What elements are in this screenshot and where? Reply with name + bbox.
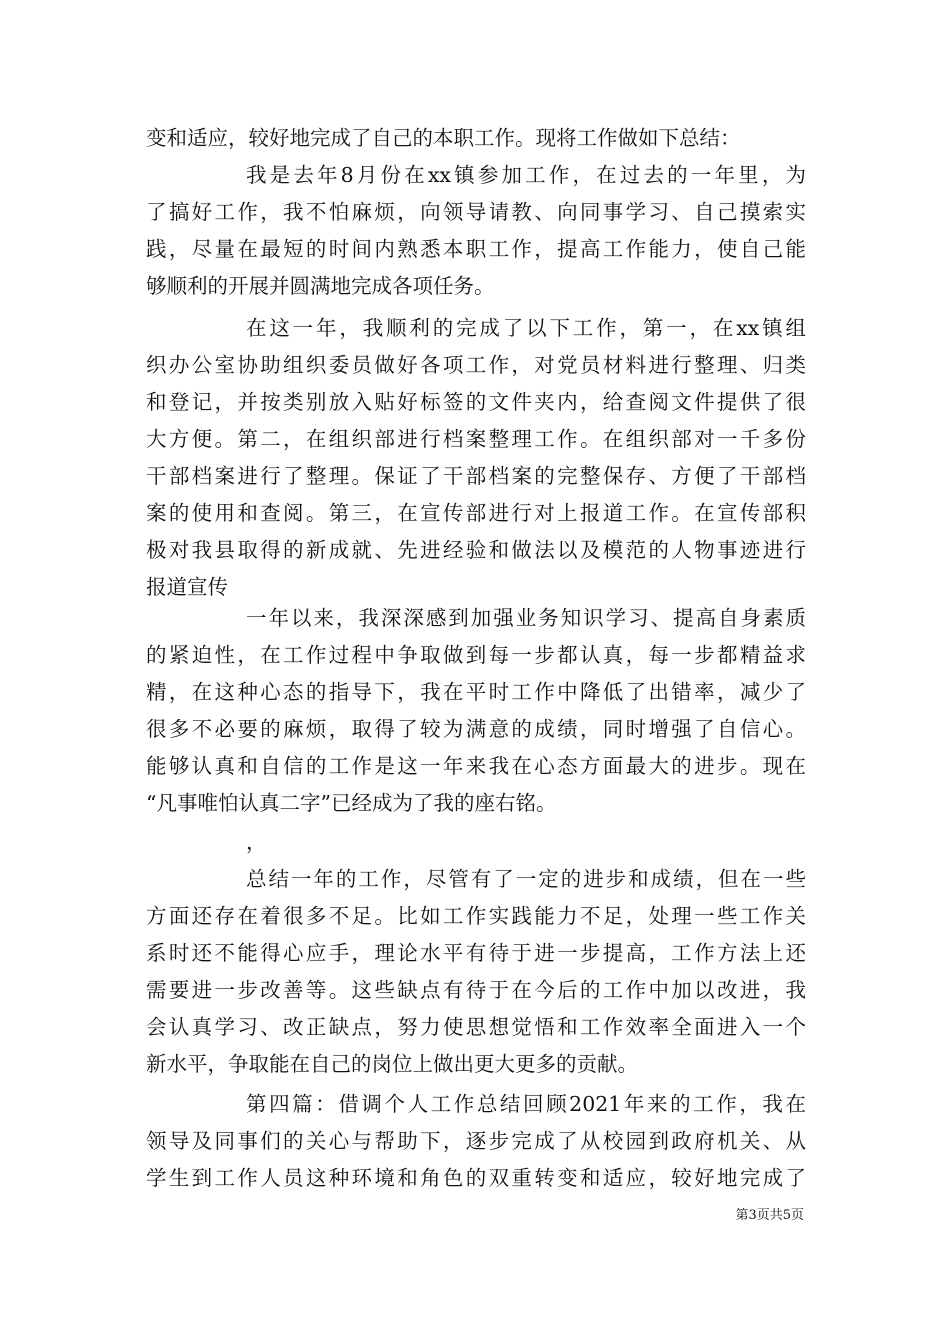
text-line: 很多不必要的麻烦，取得了较为满意的成绩，同时增强了自信心。: [146, 717, 806, 741]
paragraph-first-line: 在这一年，我顺利的完成了以下工作，第一，在xx镇组: [246, 316, 806, 340]
text-line: 了搞好工作，我不怕麻烦，向领导请教、向同事学习、自己摸索实: [146, 200, 806, 224]
text-line: 案的使用和查阅。第三，在宣传部进行对上报道工作。在宣传部积: [146, 501, 806, 525]
text-line: 需要进一步改善等。这些缺点有待于在今后的工作中加以改进，我: [146, 978, 806, 1002]
paragraph-first-line: 一年以来，我深深感到加强业务知识学习、提高自身素质: [246, 606, 806, 630]
text-line: 干部档案进行了整理。保证了干部档案的完整保存、方便了干部档: [146, 464, 806, 488]
text-line: 会认真学习、改正缺点，努力使思想觉悟和工作效率全面进入一个: [146, 1015, 806, 1039]
text-line: 领导及同事们的关心与帮助下，逐步完成了从校园到政府机关、从: [146, 1129, 806, 1153]
text-line: 织办公室协助组织委员做好各项工作，对党员材料进行整理、归类: [146, 353, 806, 377]
text-line: “凡事唯怕认真二字”已经成为了我的座右铭。: [146, 791, 557, 815]
paragraph-first-line: 我是去年8月份在xx镇参加工作，在过去的一年里，为: [246, 163, 806, 187]
text-line: 精，在这种心态的指导下，我在平时工作中降低了出错率，减少了: [146, 680, 806, 704]
text-line: 报道宣传: [146, 575, 228, 599]
text-line: 够顺利的开展并圆满地完成各项任务。: [146, 274, 495, 298]
text-line: 能够认真和自信的工作是这一年来我在心态方面最大的进步。现在: [146, 754, 806, 778]
page-number: 第3页共5页: [735, 1208, 804, 1223]
text-line: 践，尽量在最短的时间内熟悉本职工作，提高工作能力，使自己能: [146, 237, 806, 261]
text-line: 新水平，争取能在自己的岗位上做出更大更多的贡献。: [146, 1052, 638, 1076]
text-line: 变和适应，较好地完成了自己的本职工作。现将工作做如下总结：: [146, 126, 741, 150]
text-line: 大方便。第二，在组织部进行档案整理工作。在组织部对一千多份: [146, 427, 806, 451]
paragraph-first-line: 总结一年的工作，尽管有了一定的进步和成绩，但在一些: [246, 867, 806, 891]
text-line: 极对我县取得的新成就、先进经验和做法以及模范的人物事迹进行: [146, 538, 806, 562]
text-line: 和登记，并按类别放入贴好标签的文件夹内，给查阅文件提供了很: [146, 390, 806, 414]
section-heading-line: 第四篇：借调个人工作总结回顾2021年来的工作，我在: [246, 1092, 806, 1116]
text-line: 学生到工作人员这种环境和角色的双重转变和适应，较好地完成了: [146, 1166, 806, 1190]
text-line: 的紧迫性，在工作过程中争取做到每一步都认真，每一步都精益求: [146, 643, 806, 667]
text-line: 系时还不能得心应手，理论水平有待于进一步提高，工作方法上还: [146, 941, 806, 965]
text-line: 方面还存在着很多不足。比如工作实践能力不足，处理一些工作关: [146, 904, 806, 928]
stray-comma: ，: [246, 830, 267, 854]
